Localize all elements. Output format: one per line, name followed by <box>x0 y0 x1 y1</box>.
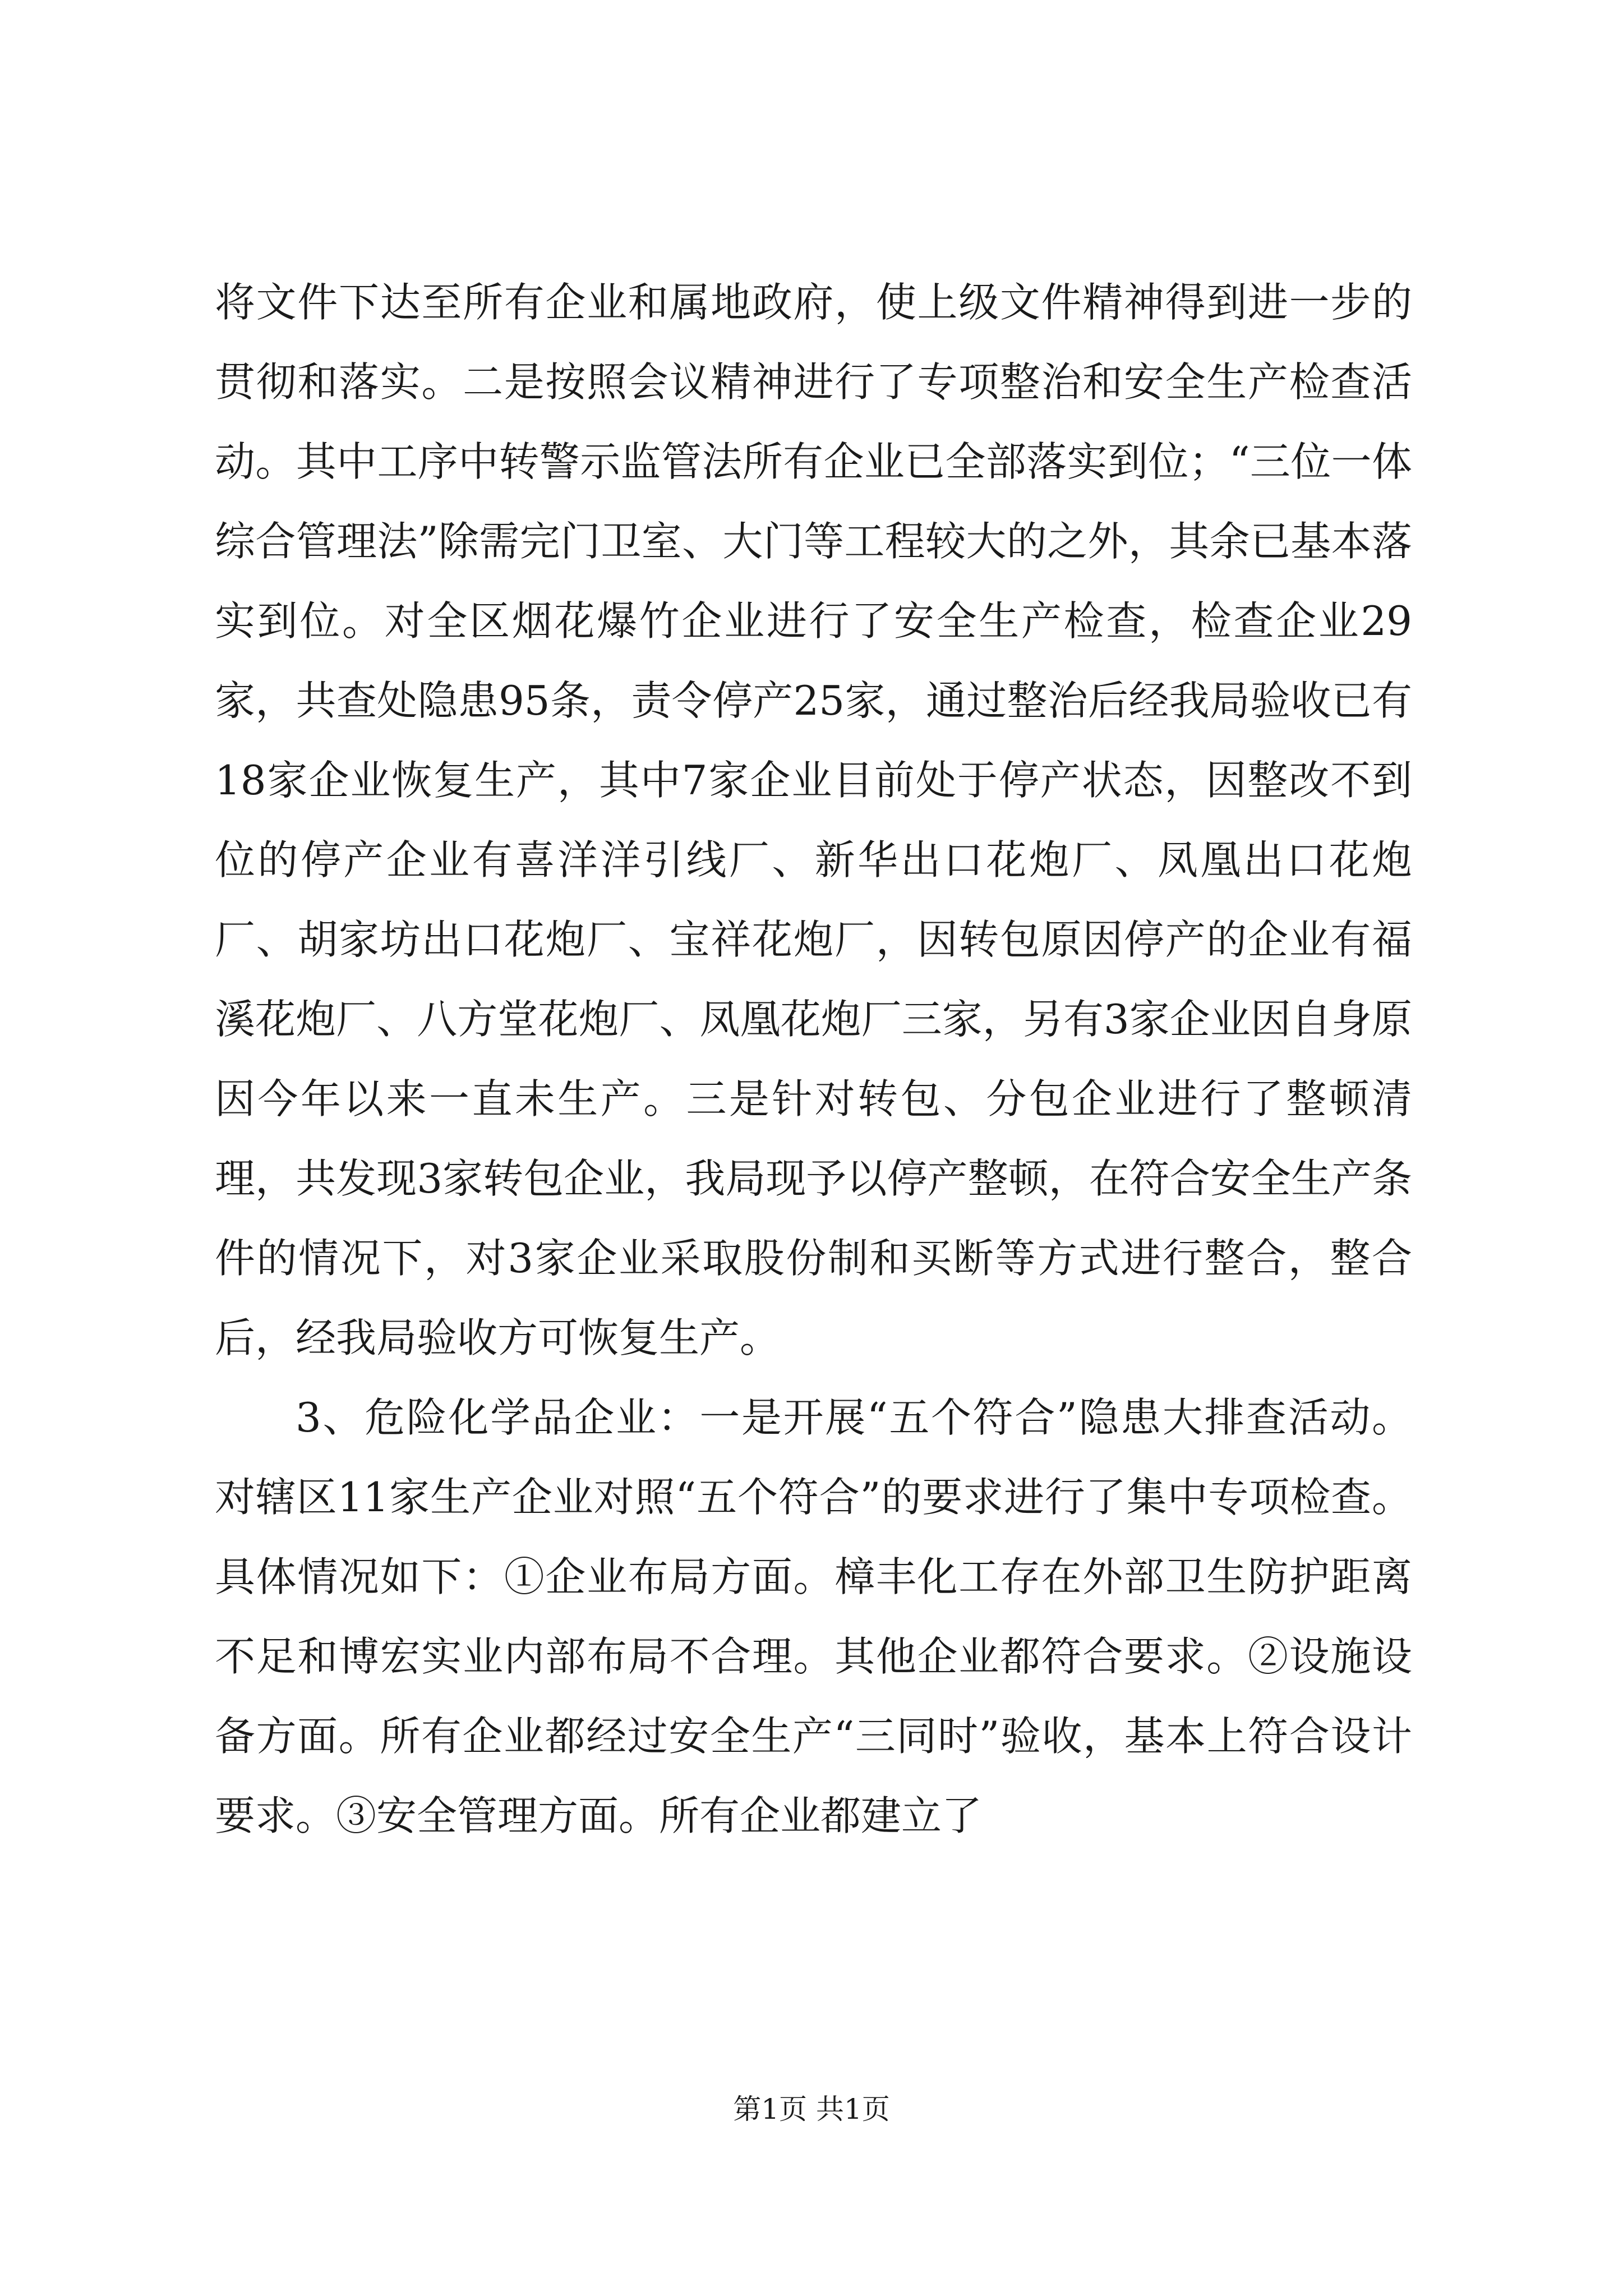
paragraph-fireworks-inspection: 将文件下达至所有企业和属地政府，使上级文件精神得到进一步的贯彻和落实。二是按照会议精神进行了专项整治和安全生产检查活动。其中工序中转警示监管法所有企业已全部落实到位；“三位一体综合管理法”除需完门卫室、大门等工程较大的之外，其余已基本落实到位。对全区烟花爆竹企业进行了安全生产检查，检查企业29家，共查处隐患95条，责令停产25家，通过整治后经我局验收已有18家企业恢复生产，其中7家企业目前处于停产状态，因整改不到位的停产企业有喜洋洋引线厂、新华出口花炮厂、凤凰出口花炮厂、胡家坊出口花炮厂、宝祥花炮厂，因转包原因停产的企业有福溪花炮厂、八方堂花炮厂、凤凰花炮厂三家，另有3家企业因自身原因今年以来一直未生产。三是针对转包、分包企业进行了整顿清理，共发现3家转包企业，我局现予以停产整顿，在符合安全生产条件的情况下，对3家企业采取股份制和买断等方式进行整合，整合后，经我局验收方可恢复生产。 <box>215 279 1412 1361</box>
page-number-footer: 第1页 共1页 <box>733 2093 890 2125</box>
document-body <box>215 263 1412 1856</box>
paragraph-hazardous-chemicals: 3、危险化学品企业：一是开展“五个符合”隐患大排查活动。对辖区11家生产企业对照“五个符合”的要求进行了集中专项检查。具体情况如下：①企业布局方面。樟丰化工存在外部卫生防护距离不足和博宏实业内部布局不合理。其他企业都符合要求。②设施设备方面。所有企业都经过安全生产“三同时”验收，基本上符合设计要求。③安全管理方面。所有企业都建立了 <box>215 1394 1412 1839</box>
